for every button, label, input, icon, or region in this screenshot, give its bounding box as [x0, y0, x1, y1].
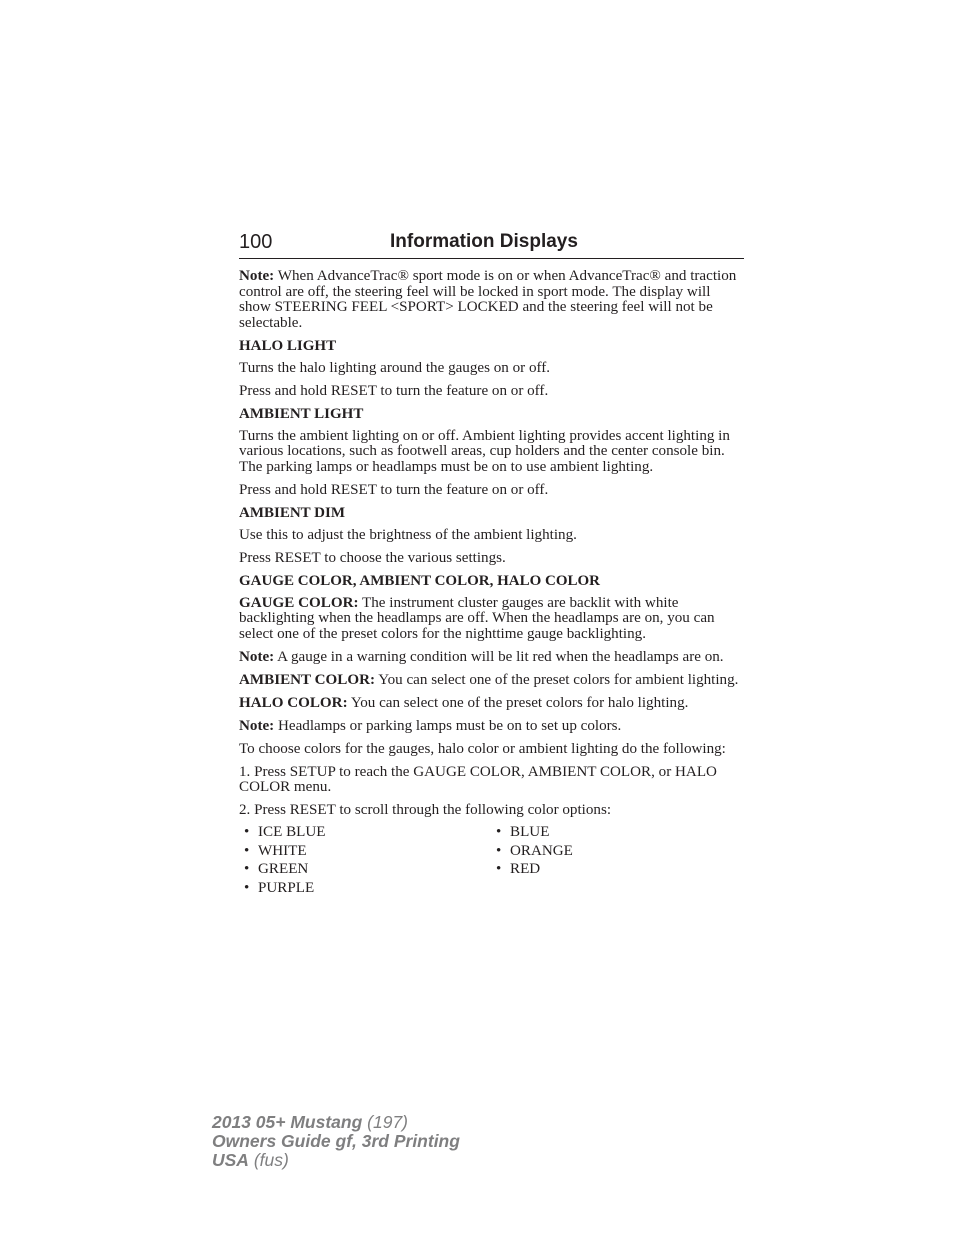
colors-heading: GAUGE COLOR, AMBIENT COLOR, HALO COLOR	[239, 572, 601, 589]
bullet-icon: •	[496, 842, 502, 859]
footer-guide: Owners Guide gf, 3rd Printing	[212, 1131, 460, 1151]
ambient-light-heading: AMBIENT LIGHT	[239, 405, 364, 422]
note-label: Note:	[239, 648, 275, 665]
color-option: ICE BLUE	[258, 824, 326, 840]
halo-color-text: You can select one of the preset colors for halo lighting.	[350, 694, 689, 711]
page-number: 100	[239, 231, 273, 253]
color-option: BLUE	[510, 824, 550, 840]
note-label: Note:	[239, 717, 275, 734]
bullet-icon: •	[496, 824, 502, 840]
ambient-color-text: You can select one of the preset colors for ambient lighting.	[378, 671, 739, 688]
footer-line-guide	[212, 1132, 460, 1151]
halo-light-instruction: Press and hold RESET to turn the feature on or off.	[239, 382, 549, 399]
bullet-icon: •	[244, 824, 250, 840]
footer-model-code: (197)	[367, 1112, 409, 1132]
gauge-color-text: The instrument cluster gauges are backlit with white backlighting when the headlamps are off. When the headlamps are on, you can select one of the preset colors for the nighttime gauge backlighting.	[239, 594, 715, 642]
bullet-icon: •	[244, 842, 250, 859]
halo-color-label: HALO COLOR:	[239, 694, 348, 711]
color-options-list	[239, 823, 744, 897]
color-option: WHITE	[258, 842, 307, 859]
note-text: Headlamps or parking lamps must be on to set up colors.	[277, 717, 622, 734]
section-title: Information Displays	[390, 231, 578, 252]
halo-color-paragraph	[239, 696, 744, 712]
ambient-dim-instruction: Press RESET to choose the various settings.	[239, 549, 506, 566]
list-item	[491, 842, 743, 861]
bullet-icon: •	[244, 861, 250, 877]
note-text: When AdvanceTrac® sport mode is on or when AdvanceTrac® and traction control are off, the steering feel will be locked in sport mode. The display will show STEERING FEEL <SPORT> LOCKED and the steering feel will not be selectable.	[239, 268, 737, 331]
ambient-light-instruction: Press and hold RESET to turn the feature on or off.	[239, 481, 549, 498]
headlamps-note	[239, 719, 744, 735]
color-option: GREEN	[258, 861, 309, 877]
ambient-dim-heading: AMBIENT DIM	[239, 504, 345, 521]
ambient-light-desc: Turns the ambient lighting on or off. Ambient lighting provides accent lighting in various locations, such as footwell areas, cup holders and the center console bin. The parking lamps or headlamps must be on to use ambient lighting.	[239, 427, 730, 475]
halo-light-heading: HALO LIGHT	[239, 337, 337, 354]
step-1: 1. Press SETUP to reach the GAUGE COLOR, AMBIENT COLOR, or HALO COLOR menu.	[239, 763, 717, 795]
list-item	[491, 860, 743, 879]
choose-colors-intro: To choose colors for the gauges, halo color or ambient lighting do the following:	[239, 740, 726, 757]
ambient-dim-desc: Use this to adjust the brightness of the ambient lighting.	[239, 526, 577, 543]
list-item	[491, 823, 743, 842]
halo-light-desc: Turns the halo lighting around the gauges on or off.	[239, 359, 551, 376]
ambient-color-paragraph	[239, 673, 744, 689]
step-2: 2. Press RESET to scroll through the following color options:	[239, 802, 612, 818]
footer-market-code: (fus)	[253, 1150, 289, 1170]
list-item	[239, 860, 491, 879]
footer-line-model	[212, 1113, 460, 1132]
gauge-color-paragraph	[239, 596, 744, 643]
list-item	[239, 842, 491, 861]
bullet-icon: •	[496, 861, 502, 877]
note-text: A gauge in a warning condition will be lit red when the headlamps are on.	[277, 648, 724, 665]
gauge-note	[239, 650, 744, 666]
footer-line-market	[212, 1151, 460, 1170]
page-header	[239, 228, 744, 259]
footer-model: 2013 05+ Mustang	[212, 1112, 363, 1132]
footer-market: USA	[212, 1150, 249, 1170]
note-label: Note:	[239, 268, 275, 284]
gauge-color-label: GAUGE COLOR:	[239, 594, 359, 611]
page-footer	[212, 1113, 460, 1170]
page-content	[239, 269, 744, 897]
bullet-icon: •	[244, 879, 250, 896]
list-item	[239, 823, 491, 842]
ambient-color-label: AMBIENT COLOR:	[239, 671, 375, 688]
color-option: RED	[510, 861, 541, 877]
list-item	[239, 879, 491, 898]
color-option: ORANGE	[510, 842, 573, 859]
intro-note	[239, 269, 744, 331]
color-option: PURPLE	[258, 879, 315, 896]
